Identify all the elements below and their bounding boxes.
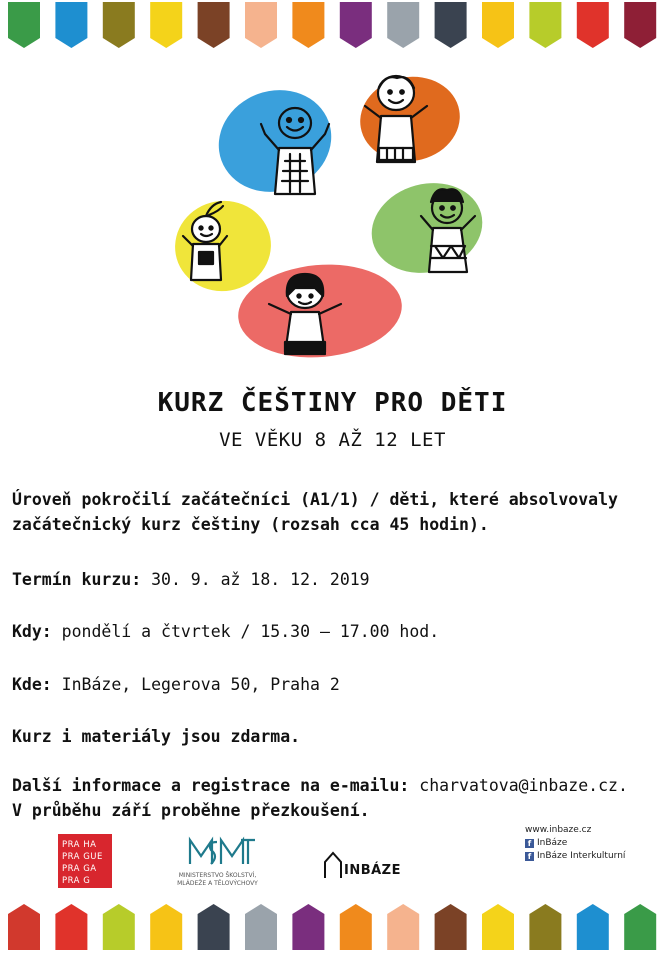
msmt-caption <box>155 872 280 888</box>
banner-flag <box>245 2 277 48</box>
bottom-flag-banner <box>0 900 665 952</box>
banner-flag <box>8 2 40 48</box>
banner-flag <box>103 2 135 48</box>
facebook-text: InBáze Interkulturní <box>537 851 626 861</box>
banner-flag <box>55 2 87 48</box>
where-line <box>12 672 652 697</box>
msmt-mark-icon <box>155 832 280 872</box>
banner-flag <box>435 904 467 950</box>
term-line <box>12 567 652 592</box>
banner-flag <box>529 904 561 950</box>
banner-flag <box>198 2 230 48</box>
praha-logo-line: PRA G <box>62 876 91 886</box>
website-text: www.inbaze.cz <box>525 825 592 835</box>
children-illustration <box>165 66 500 366</box>
banner-flag <box>245 904 277 950</box>
course-title: KURZ ČEŠTINY PRO DĚTI <box>157 388 508 418</box>
banner-flag <box>198 904 230 950</box>
when-value: pondělí a čtvrtek / 15.30 – 17.00 hod. <box>51 622 440 641</box>
facebook-link-inbaze[interactable] <box>525 837 625 850</box>
banner-flag <box>292 2 324 48</box>
when-label: Kdy: <box>12 622 52 641</box>
website-link[interactable] <box>525 824 625 837</box>
course-subtitle: VE VĚKU 8 AŽ 12 LET <box>219 429 446 451</box>
contact-note: V průběhu září proběhne přezkoušení. <box>12 801 370 820</box>
term-label: Termín kurzu: <box>12 570 142 589</box>
facebook-icon: f <box>525 839 534 848</box>
msmt-logo <box>155 832 280 892</box>
banner-flag <box>340 2 372 48</box>
facebook-icon: f <box>525 852 534 861</box>
banner-flag <box>577 904 609 950</box>
banner-flag <box>482 2 514 48</box>
where-value: InBáze, Legerova 50, Praha 2 <box>51 675 340 694</box>
when-line <box>12 619 652 644</box>
level-label: Úroveň <box>12 490 72 509</box>
banner-flag <box>435 2 467 48</box>
social-links <box>525 824 625 863</box>
blob-green <box>362 171 493 285</box>
house-icon <box>322 850 344 880</box>
free-text: Kurz i materiály jsou zdarma. <box>12 727 301 746</box>
top-flag-banner <box>0 0 665 52</box>
inbaze-logo <box>322 850 412 880</box>
banner-flag <box>150 904 182 950</box>
msmt-caption-line: MLÁDEŽE A TĚLOVÝCHOVY <box>177 880 258 887</box>
banner-flag <box>624 904 656 950</box>
facebook-link-interkulturni[interactable] <box>525 850 625 863</box>
term-value: 30. 9. až 18. 12. 2019 <box>141 570 370 589</box>
banner-flag <box>150 2 182 48</box>
level-text: pokročilí začátečníci (A1/1) / děti, které absolvovaly začátečnický kurz češtiny (rozsah cca 45 hodin). <box>12 490 618 534</box>
praha-logo-line: PRA GA <box>62 864 97 874</box>
banner-flag <box>529 2 561 48</box>
contact-label: Další informace a registrace na e-mailu: <box>12 776 410 795</box>
level-paragraph <box>12 487 652 537</box>
banner-flag <box>624 2 656 48</box>
praha-logo <box>58 834 112 888</box>
banner-flag <box>577 2 609 48</box>
praha-logo-line: PRA HA <box>62 840 97 850</box>
banner-flag <box>482 904 514 950</box>
where-label: Kde: <box>12 675 52 694</box>
praha-logo-line: PRA GUE <box>62 852 103 862</box>
contact-email-link[interactable]: charvatova@inbaze.cz. <box>409 776 628 795</box>
banner-flag <box>340 904 372 950</box>
banner-flag <box>55 904 87 950</box>
banner-flag <box>8 904 40 950</box>
contact-paragraph <box>12 773 652 823</box>
banner-flag <box>103 904 135 950</box>
free-line <box>12 724 652 749</box>
msmt-caption-line: MINISTERSTVO ŠKOLSTVÍ, <box>178 872 257 879</box>
banner-flag <box>292 904 324 950</box>
inbaze-logo-text: INBÁZE <box>344 863 401 878</box>
banner-flag <box>387 2 419 48</box>
banner-flag <box>387 904 419 950</box>
facebook-text: InBáze <box>537 838 568 848</box>
